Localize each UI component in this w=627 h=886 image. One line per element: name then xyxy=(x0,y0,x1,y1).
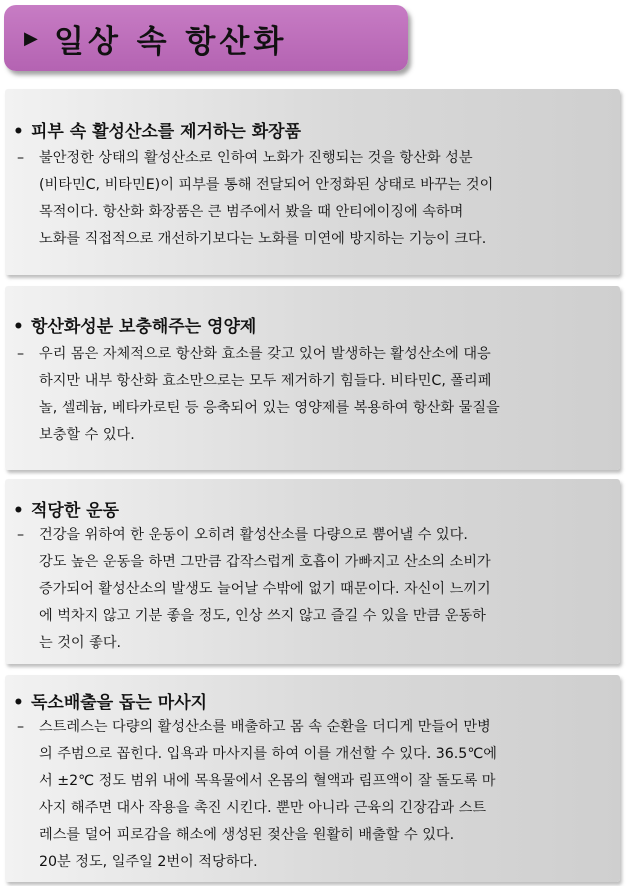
body-line: 에 벅차지 않고 기분 좋을 정도, 인상 쓰지 않고 즐길 수 있을 만큼 운동하 xyxy=(39,608,486,624)
body-line: 사지 해주면 대사 작용을 촉진 시킨다. 뿐만 아니라 근육의 긴장감과 스트 xyxy=(39,800,487,816)
body-line: 레스를 덜어 피로감을 해소에 생성된 젖산을 원활히 배출할 수 있다. xyxy=(39,827,455,843)
body-line: 20분 정도, 일주일 2번이 적당하다. xyxy=(39,854,258,870)
title-banner xyxy=(4,5,408,71)
section-heading: • 항산화성분 보충해주는 영양제 xyxy=(13,317,257,337)
bullet-icon: • xyxy=(13,317,24,337)
body-line: 증가되어 활성산소의 발생도 늘어날 수밖에 없기 때문이다. 자신이 느끼기 xyxy=(39,581,491,597)
body-line: 불안정한 상태의 활성산소로 인하여 노화가 진행되는 것을 항산화 성분 xyxy=(39,150,473,166)
triangle-right-icon: ▶ xyxy=(24,27,38,49)
dash-icon: – xyxy=(17,527,25,543)
bullet-icon: • xyxy=(13,122,24,142)
page-title: 일상 속 항산화 xyxy=(54,23,288,60)
body-line: 우리 몸은 자체적으로 항산화 효소를 갖고 있어 발생하는 활성산소에 대응 xyxy=(39,346,491,362)
section-exercise xyxy=(5,479,620,664)
body-line: 노화를 직접적으로 개선하기보다는 노화를 미연에 방지하는 기능이 크다. xyxy=(39,231,487,247)
section-body xyxy=(17,341,610,449)
section-heading: • 피부 속 활성산소를 제거하는 화장품 xyxy=(13,122,302,142)
dash-icon: – xyxy=(17,150,25,166)
section-body xyxy=(17,714,610,876)
body-line: 보충할 수 있다. xyxy=(39,427,135,443)
section-heading: • 적당한 운동 xyxy=(13,501,120,521)
section-cosmetics xyxy=(5,89,620,275)
body-line: 하지만 내부 항산화 효소만으로는 모두 제거하기 힘들다. 비타민C, 폴리페 xyxy=(39,373,492,389)
body-line: 스트레스는 다량의 활성산소를 배출하고 몸 속 순환을 더디게 만들어 만병 xyxy=(39,719,491,735)
body-line: 서 ±2℃ 정도 범위 내에 목욕물에서 온몸의 혈액과 림프액이 잘 돌도록 마 xyxy=(39,773,496,789)
body-line: 놀, 셀레늄, 베타카로틴 등 응축되어 있는 영양제를 복용하여 항산화 물질을 xyxy=(39,400,500,416)
body-line: 의 주범으로 꼽힌다. 입욕과 마사지를 하여 이를 개선할 수 있다. 36.5℃에 xyxy=(39,746,497,762)
bullet-icon: • xyxy=(13,693,24,713)
section-massage xyxy=(5,675,620,882)
bullet-icon: • xyxy=(13,501,24,521)
body-line: (비타민C, 비타민E)이 피부를 통해 전달되어 안정화된 상태로 바꾸는 것이 xyxy=(39,177,494,193)
body-line: 강도 높은 운동을 하면 그만큼 갑작스럽게 호흡이 가빠지고 산소의 소비가 xyxy=(39,554,491,570)
section-body xyxy=(17,522,610,657)
body-line: 목적이다. 항산화 화장품은 큰 범주에서 봤을 때 안티에이징에 속하며 xyxy=(39,204,464,220)
dash-icon: – xyxy=(17,719,25,735)
body-line: 는 것이 좋다. xyxy=(39,635,122,651)
section-supplements xyxy=(5,286,620,470)
section-heading: • 독소배출을 돕는 마사지 xyxy=(13,693,208,713)
body-line: 건강을 위하여 한 운동이 오히려 활성산소를 다량으로 뿜어낼 수 있다. xyxy=(39,527,468,543)
dash-icon: – xyxy=(17,346,25,362)
section-body xyxy=(17,145,610,253)
